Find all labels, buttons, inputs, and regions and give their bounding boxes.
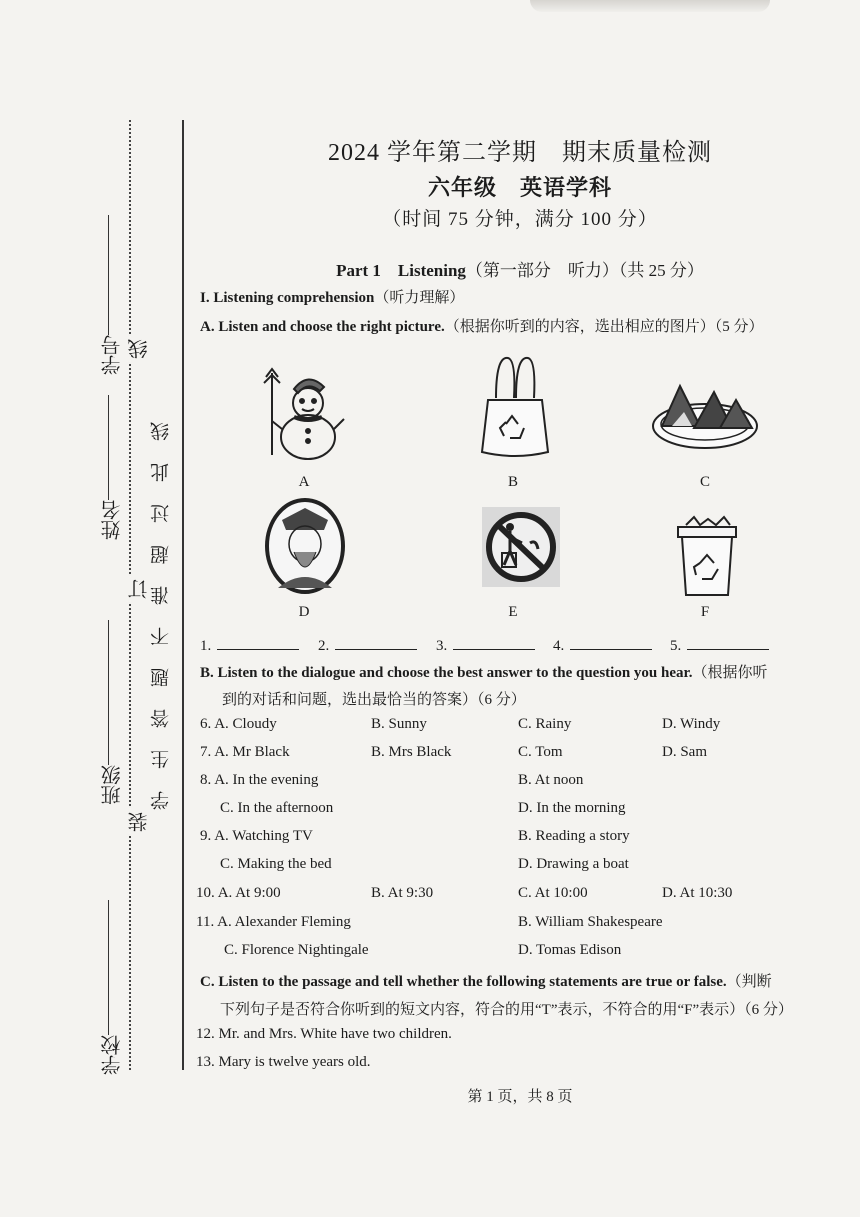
school-label: 学校 xyxy=(102,1035,124,1075)
statement-12 xyxy=(196,1026,452,1043)
binding-mark-ding: 订 xyxy=(125,575,154,603)
option-b[interactable]: B. At 9:30 xyxy=(371,885,434,901)
binding-warning: 学生答题不准超过此线 xyxy=(151,400,172,810)
question-9 xyxy=(200,828,313,845)
page-footer: 第 1 页，共 8 页 xyxy=(467,1089,573,1105)
scan-smudge xyxy=(530,0,770,12)
binding-mark-zhuang: 装 xyxy=(125,808,154,836)
statement-number: 13. xyxy=(196,1054,215,1070)
option-b[interactable]: B. Sunny xyxy=(371,716,427,732)
question-11 xyxy=(196,914,351,931)
class-field xyxy=(98,620,127,805)
question-7 xyxy=(200,744,290,761)
question-number: 10. xyxy=(196,885,215,901)
picture-label-b: B xyxy=(507,474,518,490)
option-b[interactable]: B. At noon xyxy=(518,772,584,788)
question-number: 11. xyxy=(196,914,215,930)
section-b-instruction-2: 到的对话和问题，选出最恰当的答案）（6 分） xyxy=(222,692,526,708)
option-d[interactable]: D. Drawing a boat xyxy=(518,856,629,872)
section-c-heading xyxy=(200,970,830,991)
statement-13 xyxy=(196,1054,371,1071)
section-i-label: I. Listening comprehension xyxy=(200,290,375,306)
binding-mark-xian: 线 xyxy=(125,335,154,363)
section-a-label: A. Listen and choose the right picture. xyxy=(200,319,445,335)
picture-label-f: F xyxy=(700,604,710,620)
statement-number: 12. xyxy=(196,1026,215,1042)
section-c-label: C. Listen to the passage and tell whether the following statements are true or false. xyxy=(200,974,727,990)
option-d[interactable]: D. Windy xyxy=(662,716,721,732)
section-a-instruction: （根据你听到的内容，选出相应的图片）（5 分） xyxy=(444,319,764,335)
answer-blank-2[interactable] xyxy=(318,638,417,655)
statement-text: Mr. and Mrs. White have two children. xyxy=(218,1026,452,1042)
answer-blank-4[interactable] xyxy=(553,638,652,655)
option-a[interactable]: A. Alexander Fleming xyxy=(217,914,351,930)
question-8 xyxy=(200,772,318,789)
question-number: 6. xyxy=(200,716,212,732)
number-field xyxy=(98,215,127,375)
answer-blank-number: 4. xyxy=(553,638,565,654)
part1-title-en: Part 1 Listening xyxy=(336,261,466,280)
answer-blank-1[interactable] xyxy=(200,638,299,655)
name-field xyxy=(98,395,127,540)
section-b-heading xyxy=(200,661,830,682)
picture-label-c: C xyxy=(699,474,710,490)
question-6 xyxy=(200,716,277,733)
option-c[interactable]: C. At 10:00 xyxy=(518,885,588,901)
answer-blank-number: 5. xyxy=(670,638,682,654)
section-c-instruction-1: （判断 xyxy=(726,974,772,990)
section-b-instruction-1: （根据你听 xyxy=(692,665,768,681)
option-a[interactable]: A. At 9:00 xyxy=(217,885,281,901)
portrait-icon xyxy=(264,496,346,596)
question-number: 9. xyxy=(200,828,212,844)
binding-solid-line xyxy=(182,120,184,1070)
option-c[interactable]: C. In the afternoon xyxy=(220,800,334,816)
question-10 xyxy=(196,885,281,902)
option-a[interactable]: A. In the evening xyxy=(214,772,319,788)
recycle-bag-icon xyxy=(478,352,552,462)
option-d[interactable]: D. In the morning xyxy=(518,800,626,816)
part1-heading xyxy=(200,256,840,281)
option-a[interactable]: A. Watching TV xyxy=(214,828,313,844)
option-a[interactable]: A. Cloudy xyxy=(214,716,277,732)
name-label: 姓名 xyxy=(102,500,124,540)
picture-label-a: A xyxy=(298,474,310,490)
recycle-bin-icon xyxy=(672,515,742,597)
option-a[interactable]: A. Mr Black xyxy=(214,744,290,760)
section-i-heading xyxy=(200,286,464,307)
exam-subtitle: 六年级 英语学科 xyxy=(427,175,612,200)
answer-blank-3[interactable] xyxy=(436,638,535,655)
option-c[interactable]: C. Florence Nightingale xyxy=(224,942,369,958)
class-label: 班级 xyxy=(102,765,124,805)
school-field xyxy=(98,900,127,1075)
option-c[interactable]: C. Making the bed xyxy=(220,856,332,872)
section-b-label: B. Listen to the dialogue and choose the best answer to the question you hear. xyxy=(200,665,693,681)
option-d[interactable]: D. At 10:30 xyxy=(662,885,733,901)
picture-label-d: D xyxy=(298,604,310,620)
answer-blank-number: 3. xyxy=(436,638,448,654)
picture-label-e: E xyxy=(508,604,518,620)
no-littering-icon xyxy=(480,505,562,589)
number-label: 学号 xyxy=(102,335,124,375)
option-d[interactable]: D. Tomas Edison xyxy=(518,942,622,958)
snowman-icon xyxy=(258,365,350,465)
section-i-label-cn: （听力理解） xyxy=(374,290,465,306)
question-number: 7. xyxy=(200,744,212,760)
option-b[interactable]: B. William Shakespeare xyxy=(518,914,663,930)
part1-title-cn: （第一部分 听力）（共 25 分） xyxy=(465,261,704,280)
option-b[interactable]: B. Reading a story xyxy=(518,828,630,844)
section-c-instruction-2: 下列句子是否符合你听到的短文内容，符合的用“T”表示，不符合的用“F”表示）（6 分） xyxy=(220,1002,793,1018)
option-b[interactable]: B. Mrs Black xyxy=(371,744,452,760)
exam-time-note: （时间 75 分钟，满分 100 分） xyxy=(382,209,658,230)
answer-blank-number: 2. xyxy=(318,638,330,654)
option-c[interactable]: C. Rainy xyxy=(518,716,572,732)
statement-text: Mary is twelve years old. xyxy=(218,1054,371,1070)
question-number: 8. xyxy=(200,772,212,788)
option-d[interactable]: D. Sam xyxy=(662,744,707,760)
answer-blank-5[interactable] xyxy=(670,638,769,655)
exam-title: 2024 学年第二学期 期末质量检测 xyxy=(328,140,712,166)
option-c[interactable]: C. Tom xyxy=(518,744,563,760)
answer-blank-number: 1. xyxy=(200,638,212,654)
section-a-heading xyxy=(200,315,764,336)
watermelon-icon xyxy=(650,378,760,454)
